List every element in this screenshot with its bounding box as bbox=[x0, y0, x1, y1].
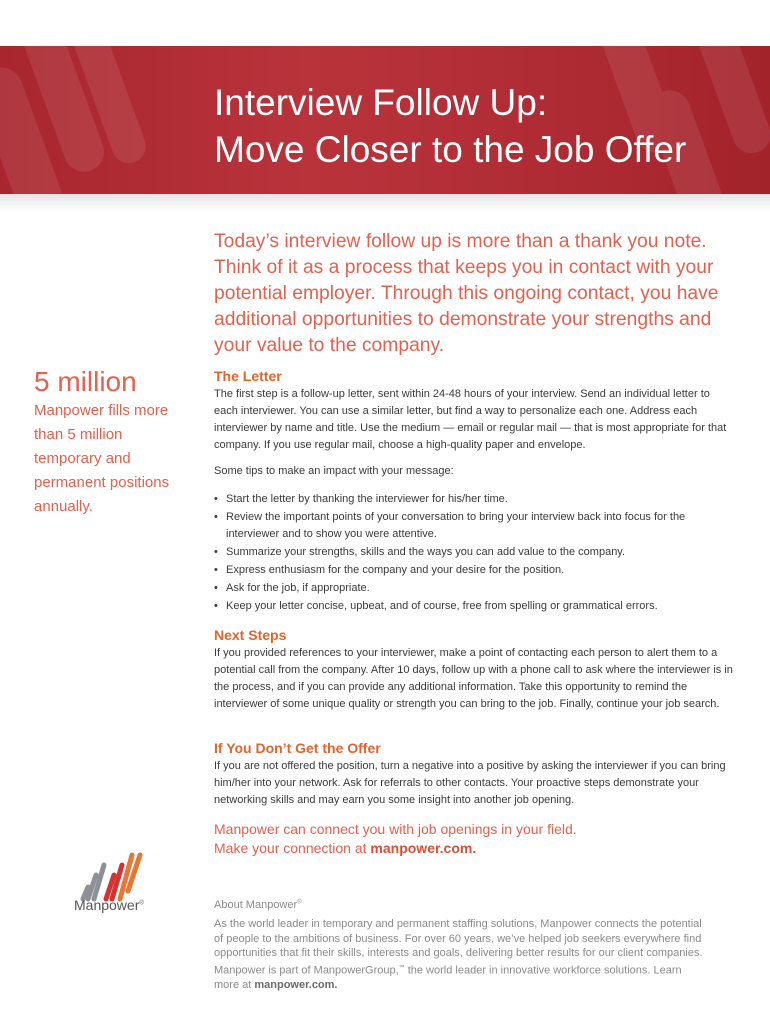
cta-link[interactable]: manpower.com. bbox=[370, 840, 477, 856]
banner-shadow bbox=[0, 194, 770, 212]
cta-text bbox=[214, 820, 734, 858]
tips-list bbox=[214, 491, 734, 616]
bullet-icon: • bbox=[214, 546, 218, 558]
about-title: About Manpower® bbox=[214, 899, 302, 911]
bullet-icon: • bbox=[214, 511, 218, 523]
title-line-2: Move Closer to the Job Offer bbox=[214, 129, 687, 170]
stat-text: Manpower fills more than 5 million temporary and permanent positions annually. bbox=[34, 402, 170, 515]
list-item: • Review the important points of your conversation to bring your interview back into focus for the interviewer and to show you were attentive. bbox=[214, 511, 686, 540]
logo-wordmark: Manpower® bbox=[74, 897, 144, 913]
about-text: As the world leader in temporary and permanent staffing solutions, Manpower connects the potential of people to the ambitions of business. For over 60 years, we’ve helped job seekers everywhere find opportunities that fit their skills, interests and goals, delivering better results for our client companies. Manpower is part of ManpowerGroup,™ the world leader in innovative workforce solutions. Learn more at manpower.com. bbox=[214, 918, 703, 991]
tips-intro: Some tips to make an impact with your message: bbox=[214, 465, 454, 477]
no-offer-paragraph: If you are not offered the position, turn a negative into a positive by asking the interviewer if you can bring him/her into your network. Ask for referrals to other contacts. Your proactive steps demonstrate your networking skills and may earn you some insight into another job opening. bbox=[214, 760, 726, 806]
section-heading-letter: The Letter bbox=[214, 368, 282, 384]
title-line-1: Interview Follow Up: bbox=[214, 82, 548, 123]
list-item: • Ask for the job, if appropriate. bbox=[214, 580, 734, 597]
cta-line-1: Manpower can connect you with job openings in your field. bbox=[214, 821, 577, 837]
section-heading-no-offer: If You Don’t Get the Offer bbox=[214, 740, 381, 756]
list-item: • Start the letter by thanking the interviewer for his/her time. bbox=[214, 491, 734, 508]
bullet-icon: • bbox=[214, 493, 218, 505]
letter-paragraph: The first step is a follow-up letter, sent within 24-48 hours of your interview. Send an individual letter to each interviewer. You can use a similar letter, but find a way to personalize each one. Address each interviewer by name and title. Use the medium — email or regular mail — that is most appropriate for that company. If you use regular mail, choose a high-quality paper and envelope. bbox=[214, 388, 727, 451]
header-banner bbox=[0, 46, 770, 194]
stat-number: 5 million bbox=[34, 366, 137, 397]
page-title bbox=[214, 79, 754, 173]
intro-text: Today’s interview follow up is more than a thank you note. Think of it as a process that keeps you in contact with your potential employer. Through this ongoing contact, you have additional opportunities to demonstrate your strengths and your value to the company. bbox=[214, 231, 719, 356]
cta-line-2-prefix: Make your connection at bbox=[214, 840, 371, 856]
bullet-icon: • bbox=[214, 582, 218, 594]
bullet-icon: • bbox=[214, 564, 218, 576]
list-item: • Express enthusiasm for the company and your desire for the position. bbox=[214, 562, 734, 579]
next-steps-paragraph: If you provided references to your interviewer, make a point of contacting each person to alert them to a potential call from the company. After 10 days, follow up with a phone call to ask where the interviewer is in the process, and if you can provide any additional information. Take this opportunity to remind the interviewer of some unique quality or strength you can bring to the job. Finally, continue your job search. bbox=[214, 647, 733, 710]
section-heading-next-steps: Next Steps bbox=[214, 627, 287, 643]
list-item: • Keep your letter concise, upbeat, and of course, free from spelling or grammatical errors. bbox=[214, 598, 734, 615]
bullet-icon: • bbox=[214, 600, 218, 612]
list-item: • Summarize your strengths, skills and the ways you can add value to the company. bbox=[214, 544, 734, 561]
about-link[interactable]: manpower.com. bbox=[254, 978, 338, 991]
